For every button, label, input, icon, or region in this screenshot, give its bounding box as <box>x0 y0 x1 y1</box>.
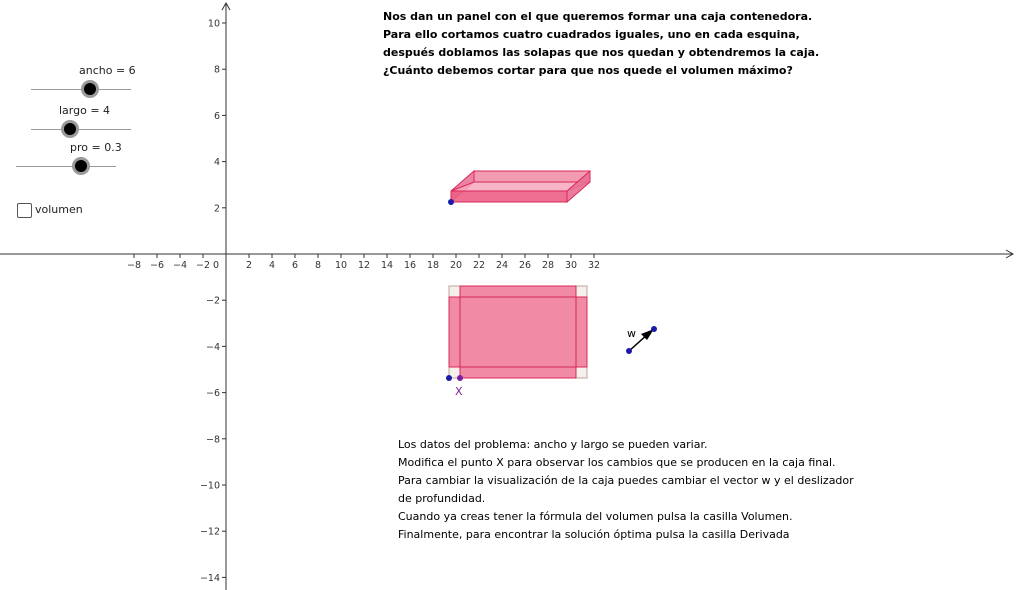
y-tick-label: −6 <box>205 388 220 400</box>
x-tick-label: 14 <box>380 260 394 271</box>
x-tick-label: −8 <box>126 260 142 271</box>
flap-bottom <box>460 367 576 378</box>
vector-w-label: w <box>627 327 636 340</box>
problem-line: después doblamos las solapas que nos quedan y obtendremos la caja. <box>383 46 820 59</box>
vector-w[interactable] <box>626 326 657 354</box>
flap-left <box>449 297 460 367</box>
problem-line: ¿Cuánto debemos cortar para que nos quede el volumen máximo? <box>383 64 793 77</box>
volumen-checkbox-label[interactable]: volumen <box>35 203 83 216</box>
slider-ancho-knob[interactable] <box>84 83 96 95</box>
y-tick-label: 10 <box>207 18 220 30</box>
y-tick-label: −2 <box>205 295 220 307</box>
instruction-line: Modifica el punto X para observar los cambios que se producen en la caja final. <box>398 456 836 469</box>
slider-ancho-track[interactable] <box>31 89 131 90</box>
x-tick-label: −6 <box>149 260 165 271</box>
y-tick-label: −14 <box>199 572 220 584</box>
panel-corner-point <box>446 375 452 381</box>
slider-largo-knob[interactable] <box>64 123 76 135</box>
slider-ancho-label: ancho = 6 <box>79 64 136 77</box>
box-front-face <box>451 191 567 202</box>
volumen-checkbox[interactable] <box>17 203 32 218</box>
instructions-text <box>398 436 854 544</box>
problem-line: Para ello cortamos cuatro cuadrados iguales, uno en cada esquina, <box>383 28 800 41</box>
slider-pro-track[interactable] <box>16 166 116 167</box>
x-tick-label: 28 <box>541 260 555 271</box>
box-back-face <box>474 171 590 182</box>
flap-top <box>460 286 576 297</box>
x-axis-ticks <box>127 254 600 271</box>
panel-flat <box>446 286 587 398</box>
x-tick-label: 22 <box>472 260 486 271</box>
instruction-line: Cuando ya creas tener la fórmula del volumen pulsa la casilla Volumen. <box>398 510 793 523</box>
y-tick-label: −8 <box>205 434 220 446</box>
x-tick-label: 26 <box>518 260 532 271</box>
problem-statement <box>383 8 819 80</box>
y-tick-label: −10 <box>199 480 220 492</box>
slider-largo-label: largo = 4 <box>59 104 111 117</box>
panel-center <box>460 297 576 367</box>
x-tick-label: 16 <box>403 260 417 271</box>
x-tick-label: 4 <box>268 260 276 271</box>
x-tick-label: 20 <box>449 260 463 271</box>
x-tick-label: −2 <box>195 260 211 271</box>
flap-right <box>576 297 587 367</box>
y-tick-label: 6 <box>213 110 220 122</box>
x-tick-label: 2 <box>245 260 253 271</box>
slider-pro-label: pro = 0.3 <box>70 141 122 154</box>
slider-pro-knob[interactable] <box>75 160 87 172</box>
y-tick-label: −4 <box>205 341 220 353</box>
y-tick-label: 8 <box>213 64 220 76</box>
y-tick-label: −12 <box>199 526 220 538</box>
x-tick-label: 10 <box>334 260 348 271</box>
vector-w-start[interactable] <box>626 348 632 354</box>
x-tick-label: 6 <box>291 260 299 271</box>
x-tick-label: 12 <box>357 260 371 271</box>
point-x-label: X <box>455 385 463 398</box>
point-x[interactable] <box>457 375 463 381</box>
y-axis-ticks <box>200 19 226 584</box>
instruction-line: de profundidad. <box>398 492 486 505</box>
problem-line: Nos dan un panel con el que queremos formar una caja contenedora. <box>383 10 813 23</box>
instruction-line: Para cambiar la visualización de la caja puedes cambiar el vector w y el deslizador <box>398 474 854 487</box>
x-tick-label: 32 <box>587 260 601 271</box>
x-tick-label: 0 <box>212 260 220 271</box>
instruction-line: Los datos del problema: ancho y largo se pueden variar. <box>398 438 708 451</box>
x-tick-label: 8 <box>314 260 322 271</box>
box-origin-point[interactable] <box>448 199 454 205</box>
x-tick-label: 24 <box>495 260 509 271</box>
instruction-line: Finalmente, para encontrar la solución óptima pulsa la casilla Derivada <box>398 528 790 541</box>
x-tick-label: 18 <box>426 260 440 271</box>
x-tick-label: 30 <box>564 260 578 271</box>
x-tick-label: −4 <box>172 260 188 271</box>
box-3d <box>448 171 590 205</box>
slider-largo-track[interactable] <box>31 129 131 130</box>
y-tick-label: 4 <box>213 157 220 169</box>
y-tick-label: 2 <box>213 203 220 215</box>
vector-w-end[interactable] <box>651 326 657 332</box>
